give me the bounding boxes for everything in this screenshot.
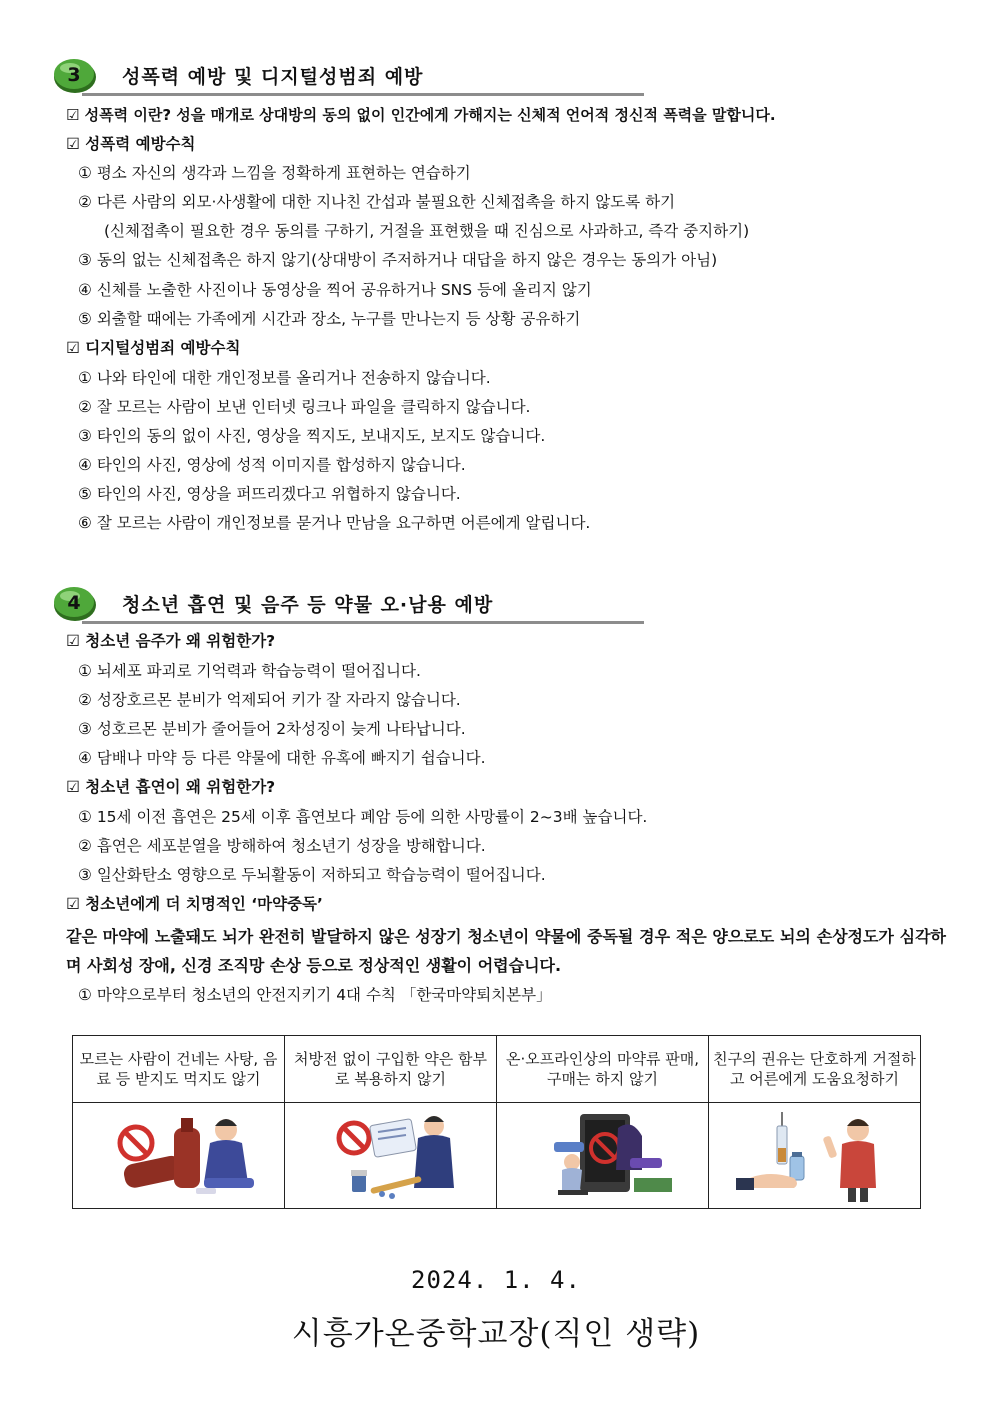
section3-header — [52, 56, 644, 96]
drug-rules-table — [72, 1035, 921, 1209]
prevention-item: ⑤ 외출할 때에는 가족에게 시간과 장소, 누구를 만나는지 등 상황 공유하기 — [78, 310, 581, 328]
smoking-heading: ☑ 청소년 흡연이 왜 위험한가? — [66, 778, 276, 796]
prevention-heading: ☑ 성폭력 예방수칙 — [66, 135, 196, 153]
online-drug-trade-illustration-icon — [518, 1108, 688, 1203]
rule-image-cell-3 — [497, 1103, 709, 1209]
rule-cell-4: 친구의 권유는 단호하게 거절하고 어른에게 도움요청하기 — [709, 1036, 921, 1103]
prevention-item: ③ 동의 없는 신체접촉은 하지 않기(상대방이 주저하거나 대답을 하지 않은 경우는 동의가 아님) — [78, 251, 718, 269]
section3-underline — [82, 93, 644, 96]
digital-item: ⑥ 잘 모르는 사람이 개인정보를 묻거나 만남을 요구하면 어른에게 알립니다. — [78, 514, 591, 532]
drinking-item: ① 뇌세포 파괴로 기억력과 학습능력이 떨어집니다. — [78, 662, 421, 680]
rule-image-cell-4 — [709, 1103, 921, 1209]
medicine-pills-illustration-icon — [306, 1108, 476, 1203]
drug-rules-intro: ① 마약으로부터 청소년의 안전지키기 4대 수칙 「한국마약퇴치본부」 — [78, 986, 552, 1004]
section4-title: 청소년 흡연 및 음주 등 약물 오·남용 예방 — [122, 594, 494, 616]
digital-heading: ☑ 디지털성범죄 예방수칙 — [66, 339, 241, 357]
prevention-item: ① 평소 자신의 생각과 느낌을 정확하게 표현하는 연습하기 — [78, 164, 471, 182]
drinking-item: ④ 담배나 마약 등 다른 약물에 대한 유혹에 빠지기 쉽습니다. — [78, 749, 486, 767]
prevention-item: ② 다른 사람의 외모·사생활에 대한 지나친 간섭과 불필요한 신체접촉을 하지 않도록 하기 — [78, 193, 676, 211]
digital-item: ④ 타인의 사진, 영상에 성적 이미지를 합성하지 않습니다. — [78, 456, 466, 474]
refusing-drink-illustration-icon — [94, 1108, 264, 1203]
drinking-item: ③ 성호르몬 분비가 줄어들어 2차성징이 늦게 나타납니다. — [78, 720, 466, 738]
document-date: 2024. 1. 4. — [411, 1266, 581, 1294]
principal-signature: 시흥가온중학교장(직인 생략) — [291, 1316, 701, 1352]
section-number-badge-icon — [52, 56, 98, 94]
rule-image-cell-2 — [285, 1103, 497, 1209]
section3-number: 3 — [67, 64, 81, 86]
smoking-item: ② 흡연은 세포분열을 방해하여 청소년기 성장을 방해합니다. — [78, 837, 486, 855]
section4-underline — [82, 621, 644, 624]
digital-item: ② 잘 모르는 사람이 보낸 인터넷 링크나 파일을 클릭하지 않습니다. — [78, 398, 531, 416]
sexual-violence-definition: ☑ 성폭력 이란? 성을 매개로 상대방의 동의 없이 인간에게 가해지는 신체적 언어적 정신적 폭력을 말합니다. — [66, 106, 776, 124]
drug-paragraph: 같은 마약에 노출돼도 뇌가 완전히 발달하지 않은 성장기 청소년이 약물에 중독될 경우 적은 양으로도 뇌의 손상정도가 심각하며 사회성 장애, 신경 조직망 손상 등으로 정상적인 생활이 어렵습니다. — [66, 927, 946, 975]
drug-heading: ☑ 청소년에게 더 치명적인 ‘마약중독’ — [66, 895, 323, 913]
section4-header — [52, 584, 644, 624]
rule-cell-3: 온·오프라인상의 마약류 판매, 구매는 하지 않기 — [497, 1036, 709, 1103]
prevention-item-note: (신체접촉이 필요한 경우 동의를 구하기, 거절을 표현했을 때 진심으로 사과하고, 즉각 중지하기) — [104, 222, 750, 240]
rule-cell-2: 처방전 없이 구입한 약은 함부로 복용하지 않기 — [285, 1036, 497, 1103]
section3-title: 성폭력 예방 및 디지털성범죄 예방 — [122, 66, 424, 88]
prevention-item: ④ 신체를 노출한 사진이나 동영상을 찍어 공유하거나 SNS 등에 올리지 않기 — [78, 281, 592, 299]
refusing-syringe-illustration-icon — [730, 1108, 900, 1203]
drinking-item: ② 성장호르몬 분비가 억제되어 키가 잘 자라지 않습니다. — [78, 691, 461, 709]
rule-cell-1: 모르는 사람이 건네는 사탕, 음료 등 받지도 먹지도 않기 — [73, 1036, 285, 1103]
smoking-item: ① 15세 이전 흡연은 25세 이후 흡연보다 폐암 등에 의한 사망률이 2~3배 높습니다. — [78, 808, 648, 826]
digital-item: ① 나와 타인에 대한 개인정보를 올리거나 전송하지 않습니다. — [78, 369, 491, 387]
drinking-heading: ☑ 청소년 음주가 왜 위험한가? — [66, 632, 276, 650]
section4-number: 4 — [67, 592, 81, 614]
section-number-badge-icon — [52, 584, 98, 622]
smoking-item: ③ 일산화탄소 영향으로 두뇌활동이 저하되고 학습능력이 떨어집니다. — [78, 866, 546, 884]
digital-item: ③ 타인의 동의 없이 사진, 영상을 찍지도, 보내지도, 보지도 않습니다. — [78, 427, 546, 445]
digital-item: ⑤ 타인의 사진, 영상을 퍼뜨리겠다고 위협하지 않습니다. — [78, 485, 461, 503]
rule-image-cell-1 — [73, 1103, 285, 1209]
